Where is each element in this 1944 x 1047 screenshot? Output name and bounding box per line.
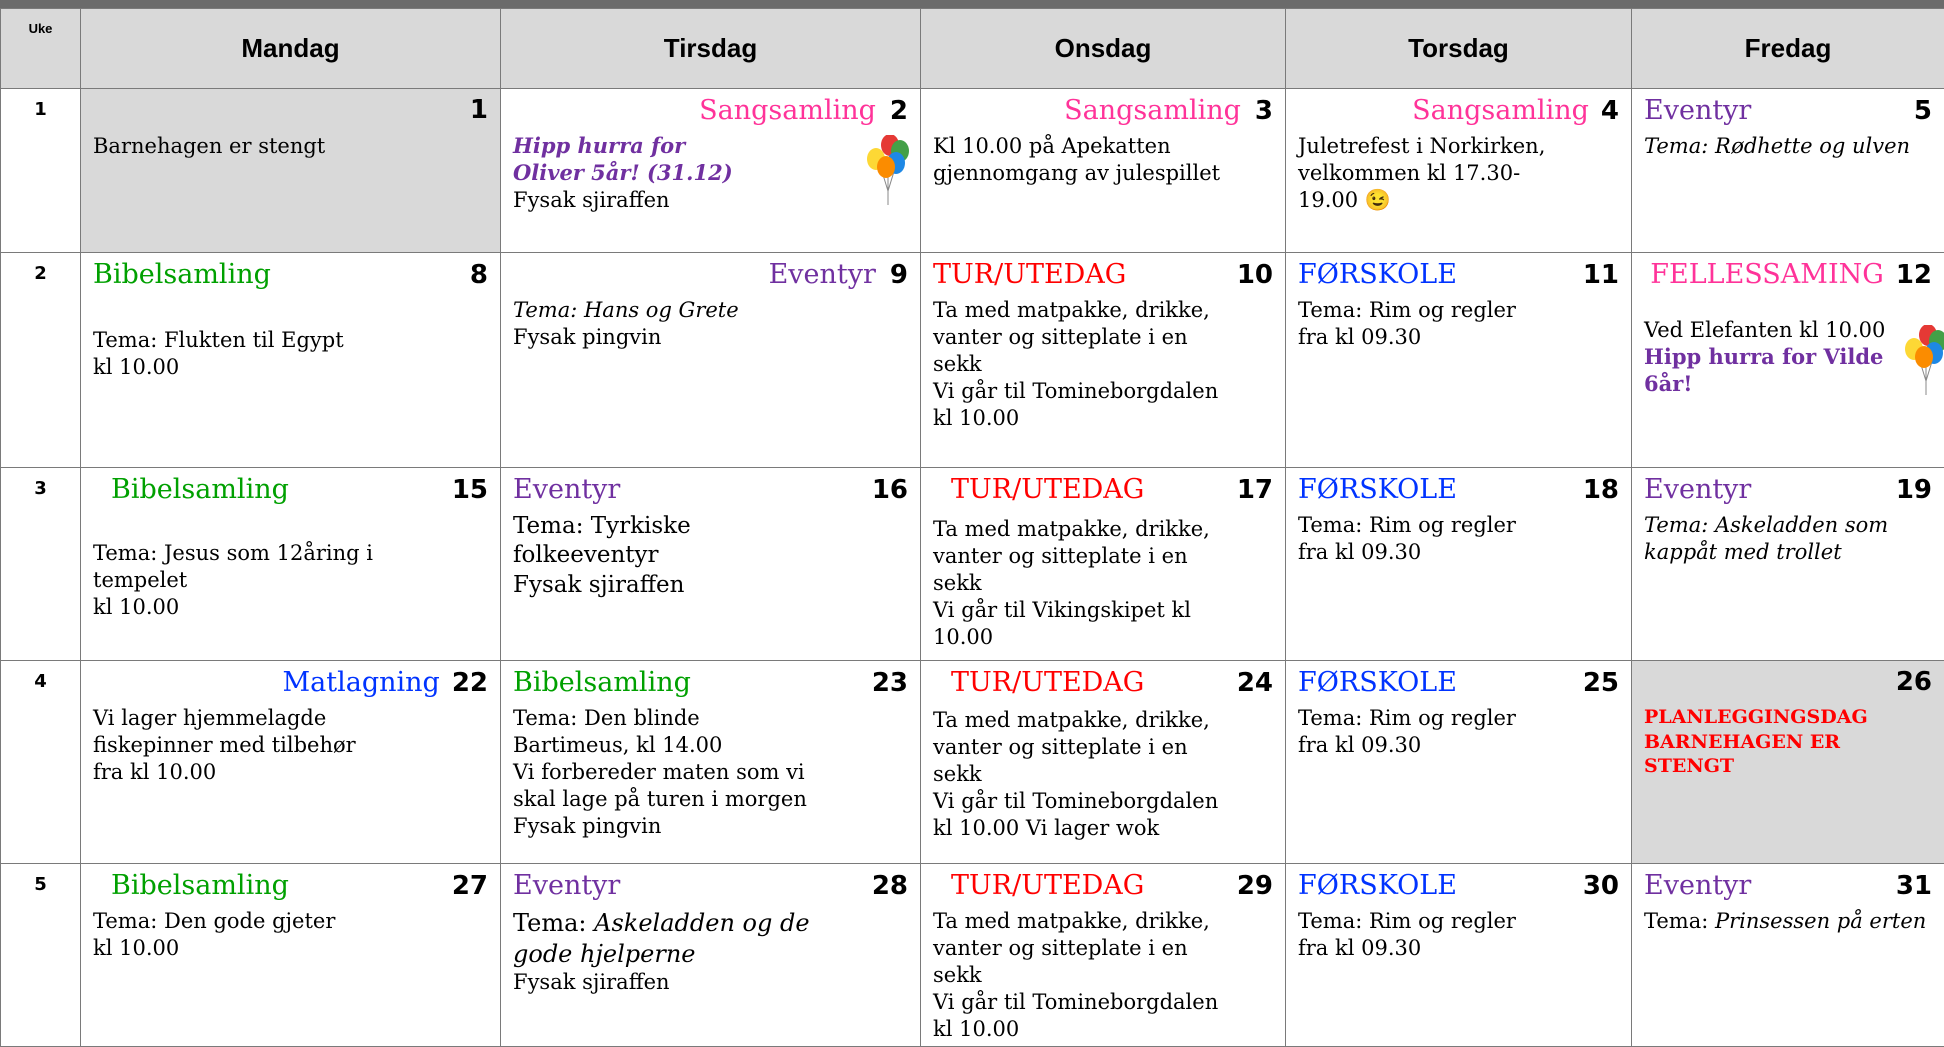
day-cell-content: [1286, 661, 1631, 763]
day-cell-body: [1644, 512, 1932, 566]
theme-line: Tema: Askeladden som: [1644, 512, 1932, 539]
info-line: kl 10.00: [933, 1016, 1273, 1043]
day-cell-body: [93, 133, 488, 160]
day-cell[interactable]: [921, 253, 1286, 468]
info-line: kl 10.00: [93, 935, 488, 962]
day-cell-body: [933, 133, 1273, 187]
day-cell-content: [921, 661, 1285, 845]
day-cell[interactable]: [1632, 253, 1944, 468]
activity-title: Bibelsamling: [111, 870, 289, 901]
info-line: Juletrefest i Norkirken,: [1298, 133, 1619, 160]
info-line: Fysak pingvin: [513, 813, 908, 840]
day-cell-header: [933, 259, 1273, 297]
day-number: 12: [1896, 260, 1932, 290]
day-cell[interactable]: [1286, 253, 1632, 468]
day-cell-content: [921, 468, 1285, 654]
activity-title: Eventyr: [513, 870, 620, 901]
activity-title: TUR/UTEDAG: [933, 259, 1126, 290]
calendar-table: [0, 8, 1944, 1047]
activity-title: Eventyr: [1644, 870, 1751, 901]
activity-title: TUR/UTEDAG: [951, 870, 1144, 901]
info-line: Ta med matpakke, drikke,: [933, 297, 1273, 324]
day-cell[interactable]: [1632, 661, 1944, 864]
header-row: [1, 9, 1944, 89]
day-number: 9: [890, 260, 908, 290]
info-line: fiskepinner med tilbehør: [93, 732, 488, 759]
week-row: [1, 468, 1944, 661]
day-cell-content: [501, 661, 920, 843]
info-line: vanter og sitteplate i en: [933, 734, 1273, 761]
day-cell-body: [513, 297, 908, 351]
day-cell-content: [1632, 89, 1944, 164]
activity-title: FELLESSAMING: [1650, 259, 1884, 290]
week-number: 1: [1, 89, 81, 253]
info-line: fra kl 10.00: [93, 759, 488, 786]
day-cell-header: [93, 667, 488, 705]
birthday-line: Hipp hurra for Vilde: [1644, 344, 1932, 371]
day-cell-body: [513, 133, 908, 214]
birthday-line: 6år!: [1644, 371, 1932, 398]
day-cell-body: [1644, 908, 1932, 935]
day-number: 29: [1237, 871, 1273, 901]
theme-title: gode hjelperne: [513, 940, 695, 968]
day-cell-body: [513, 512, 908, 600]
day-number: 1: [470, 95, 488, 125]
info-line: sekk: [933, 351, 1273, 378]
day-cell-header: [1644, 667, 1932, 705]
closed-notice: PLANLEGGINGSDAG: [1644, 705, 1932, 730]
info-line: Ta med matpakke, drikke,: [933, 707, 1273, 734]
activity-title: FØRSKOLE: [1298, 667, 1457, 698]
day-number: 2: [890, 96, 908, 126]
day-cell-header: [1298, 259, 1619, 297]
theme-line: [513, 908, 908, 969]
day-cell-body: [1298, 908, 1619, 962]
day-number: 30: [1583, 871, 1619, 901]
day-cell-body: [1298, 133, 1619, 214]
day-header-fredag: Fredag: [1632, 9, 1944, 89]
theme-line: Tema: Hans og Grete: [513, 297, 908, 324]
info-line: kl 10.00: [93, 354, 488, 381]
day-number: 27: [452, 871, 488, 901]
activity-title: Eventyr: [1644, 95, 1751, 126]
info-line: skal lage på turen i morgen: [513, 786, 908, 813]
day-number: 15: [452, 475, 488, 505]
week-number: 3: [1, 468, 81, 661]
day-cell-content: [921, 89, 1285, 191]
day-number: 24: [1237, 668, 1273, 698]
info-line: velkommen kl 17.30-: [1298, 160, 1619, 187]
activity-title: Sangsamling: [699, 95, 876, 126]
day-cell-header: [1298, 667, 1619, 705]
theme-line: Tema: Rødhette og ulven: [1644, 133, 1932, 160]
day-cell-body: [933, 297, 1273, 431]
week-row: [1, 864, 1944, 1047]
day-cell-content: [501, 864, 920, 1000]
day-number: 18: [1583, 475, 1619, 505]
balloons-icon: [1904, 325, 1944, 401]
info-line: Vi går til Tomineborgdalen: [933, 378, 1273, 405]
info-line: Fysak sjiraffen: [513, 969, 908, 996]
info-line: Tema: Rim og regler: [1298, 705, 1619, 732]
week-number: 2: [1, 253, 81, 468]
week-column-header: Uke: [1, 9, 81, 89]
birthday-line: Oliver 5år! (31.12): [513, 160, 908, 187]
day-cell[interactable]: [921, 89, 1286, 253]
theme-title: Askeladden og de: [594, 909, 809, 937]
day-number: 4: [1601, 96, 1619, 126]
birthday-line: Hipp hurra for: [513, 133, 908, 160]
day-cell[interactable]: [81, 468, 501, 661]
day-number: 22: [452, 668, 488, 698]
info-line: Vi går til Vikingskipet kl: [933, 597, 1273, 624]
day-cell[interactable]: [501, 468, 921, 661]
info-line: Tema: Den gode gjeter: [93, 908, 488, 935]
info-line: Ta med matpakke, drikke,: [933, 516, 1273, 543]
day-cell-body: [1644, 317, 1932, 398]
activity-title: FØRSKOLE: [1298, 474, 1457, 505]
day-cell[interactable]: [81, 864, 501, 1047]
day-cell-body: [93, 908, 488, 962]
closed-notice: BARNEHAGEN ER STENGT: [1644, 730, 1932, 779]
activity-title: TUR/UTEDAG: [951, 474, 1144, 505]
day-header-torsdag: Torsdag: [1286, 9, 1632, 89]
activity-title: FØRSKOLE: [1298, 870, 1457, 901]
day-cell-header: [93, 870, 488, 908]
info-line: fra kl 09.30: [1298, 935, 1619, 962]
day-cell[interactable]: [921, 661, 1286, 864]
info-line: Tema: Den blinde: [513, 705, 908, 732]
info-line: Vi lager hjemmelagde: [93, 705, 488, 732]
day-cell-content: [1632, 864, 1944, 939]
day-cell[interactable]: [1286, 864, 1632, 1047]
theme-title: Prinsessen på erten: [1715, 909, 1926, 933]
day-cell[interactable]: [501, 661, 921, 864]
day-number: 3: [1255, 96, 1273, 126]
info-line: Tema: Rim og regler: [1298, 908, 1619, 935]
day-cell-header: [1644, 259, 1932, 297]
activity-title: Eventyr: [769, 259, 876, 290]
day-cell-content: [1632, 253, 1944, 402]
info-line: Vi går til Tomineborgdalen: [933, 788, 1273, 815]
day-cell-content: [1286, 253, 1631, 355]
info-line: Tema: Jesus som 12åring i: [93, 540, 488, 567]
day-cell-content: [501, 468, 920, 604]
day-header-tirsdag: Tirsdag: [501, 9, 921, 89]
info-line: 10.00: [933, 624, 1273, 651]
day-cell-body: [1298, 297, 1619, 351]
balloons-icon: [866, 135, 910, 211]
info-line: sekk: [933, 962, 1273, 989]
day-cell-header: [513, 259, 908, 297]
info-line: Bartimeus, kl 14.00: [513, 732, 908, 759]
day-header-mandag: Mandag: [81, 9, 501, 89]
day-cell-body: [1644, 705, 1932, 779]
day-cell-content: [81, 661, 500, 790]
info-line: vanter og sitteplate i en: [933, 324, 1273, 351]
day-cell-body: [1298, 705, 1619, 759]
day-cell-header: [1644, 95, 1932, 133]
day-cell[interactable]: [1632, 864, 1944, 1047]
day-cell-header: [1644, 870, 1932, 908]
day-cell[interactable]: [81, 253, 501, 468]
activity-title: Bibelsamling: [93, 259, 271, 290]
day-cell-header: [1298, 474, 1619, 512]
activity-title: TUR/UTEDAG: [951, 667, 1144, 698]
activity-title: FØRSKOLE: [1298, 259, 1457, 290]
info-line: Tema: Tyrkiske: [513, 512, 908, 541]
info-line: Barnehagen er stengt: [93, 133, 488, 160]
day-cell-header: [1298, 95, 1619, 133]
day-cell-body: [933, 516, 1273, 650]
theme-line: [1644, 908, 1932, 935]
day-cell-content: [921, 253, 1285, 435]
info-line: Tema: Rim og regler: [1298, 512, 1619, 539]
day-number: 11: [1583, 260, 1619, 290]
info-line: vanter og sitteplate i en: [933, 935, 1273, 962]
info-line: fra kl 09.30: [1298, 732, 1619, 759]
day-cell-content: [1286, 468, 1631, 570]
theme-line: kappåt med trollet: [1644, 539, 1932, 566]
info-line: Fysak sjiraffen: [513, 187, 908, 214]
info-line: Ta med matpakke, drikke,: [933, 908, 1273, 935]
day-cell[interactable]: [81, 89, 501, 253]
week-number: 5: [1, 864, 81, 1047]
info-line: kl 10.00 Vi lager wok: [933, 815, 1273, 842]
info-line: Tema: Flukten til Egypt: [93, 327, 488, 354]
day-cell-body: [933, 707, 1273, 841]
info-line: sekk: [933, 761, 1273, 788]
info-line: fra kl 09.30: [1298, 324, 1619, 351]
day-cell[interactable]: [921, 864, 1286, 1047]
day-cell-body: [93, 540, 488, 621]
info-line: Ved Elefanten kl 10.00: [1644, 317, 1932, 344]
week-row: [1, 661, 1944, 864]
info-line: 19.00 😉: [1298, 187, 1619, 214]
activity-title: Bibelsamling: [513, 667, 691, 698]
info-line: fra kl 09.30: [1298, 539, 1619, 566]
day-cell-body: [513, 908, 908, 996]
day-cell-body: [93, 705, 488, 786]
info-line: sekk: [933, 570, 1273, 597]
day-number: 17: [1237, 475, 1273, 505]
day-number: 31: [1896, 871, 1932, 901]
day-cell-header: [513, 870, 908, 908]
day-cell-header: [93, 95, 488, 133]
day-cell-content: [81, 864, 500, 966]
info-line: kl 10.00: [93, 594, 488, 621]
day-cell-content: [1286, 864, 1631, 966]
theme-label: Tema:: [513, 909, 594, 937]
day-cell[interactable]: [921, 468, 1286, 661]
week-row: [1, 253, 1944, 468]
day-cell-content: [921, 864, 1285, 1046]
day-cell[interactable]: [501, 253, 921, 468]
info-line: vanter og sitteplate i en: [933, 543, 1273, 570]
day-cell[interactable]: [1632, 468, 1944, 661]
day-cell-content: [501, 253, 920, 355]
day-number: 26: [1896, 667, 1932, 697]
day-cell[interactable]: [501, 864, 921, 1047]
day-cell-header: [513, 667, 908, 705]
day-header-onsdag: Onsdag: [921, 9, 1286, 89]
day-cell-content: [81, 89, 500, 164]
day-cell-content: [1632, 468, 1944, 570]
day-number: 19: [1896, 475, 1932, 505]
info-line: Vi går til Tomineborgdalen: [933, 989, 1273, 1016]
activity-title: Sangsamling: [1064, 95, 1241, 126]
day-cell-header: [933, 474, 1273, 512]
info-line: Fysak pingvin: [513, 324, 908, 351]
activity-title: Eventyr: [1644, 474, 1751, 505]
day-cell-content: [1286, 89, 1631, 218]
day-cell-header: [1298, 870, 1619, 908]
week-number: 4: [1, 661, 81, 864]
day-cell-content: [1632, 661, 1944, 783]
info-line: Vi forbereder maten som vi: [513, 759, 908, 786]
day-number: 16: [872, 475, 908, 505]
day-cell[interactable]: [81, 661, 501, 864]
day-number: 23: [872, 668, 908, 698]
activity-title: Eventyr: [513, 474, 620, 505]
day-cell-content: [501, 89, 920, 218]
day-cell-body: [1298, 512, 1619, 566]
day-cell[interactable]: [1286, 661, 1632, 864]
day-number: 28: [872, 871, 908, 901]
day-cell-body: [1644, 133, 1932, 160]
week-row: [1, 89, 1944, 253]
day-cell-header: [93, 474, 488, 512]
info-line: Kl 10.00 på Apekatten: [933, 133, 1273, 160]
info-line: kl 10.00: [933, 405, 1273, 432]
day-cell-header: [933, 667, 1273, 705]
day-cell-body: [513, 705, 908, 839]
day-cell-header: [1644, 474, 1932, 512]
info-line: tempelet: [93, 567, 488, 594]
day-cell-content: [81, 253, 500, 385]
day-cell-body: [933, 908, 1273, 1042]
day-cell-content: [81, 468, 500, 625]
day-cell-header: [93, 259, 488, 297]
info-line: folkeeventyr: [513, 541, 908, 570]
day-cell[interactable]: [1286, 89, 1632, 253]
day-cell-header: [513, 95, 908, 133]
activity-title: Sangsamling: [1412, 95, 1589, 126]
top-border-bar: [0, 0, 1944, 8]
day-cell[interactable]: [501, 89, 921, 253]
activity-title: Matlagning: [283, 667, 440, 698]
day-cell-header: [933, 95, 1273, 133]
info-line: gjennomgang av julespillet: [933, 160, 1273, 187]
day-number: 8: [470, 260, 488, 290]
activity-title: Bibelsamling: [111, 474, 289, 505]
day-cell-body: [93, 327, 488, 381]
info-line: Tema: Rim og regler: [1298, 297, 1619, 324]
day-cell[interactable]: [1286, 468, 1632, 661]
day-cell[interactable]: [1632, 89, 1944, 253]
info-line: Fysak sjiraffen: [513, 571, 908, 600]
day-number: 10: [1237, 260, 1273, 290]
day-number: 5: [1914, 96, 1932, 126]
day-number: 25: [1583, 668, 1619, 698]
day-cell-header: [513, 474, 908, 512]
day-cell-header: [933, 870, 1273, 908]
theme-label: Tema:: [1644, 909, 1715, 933]
